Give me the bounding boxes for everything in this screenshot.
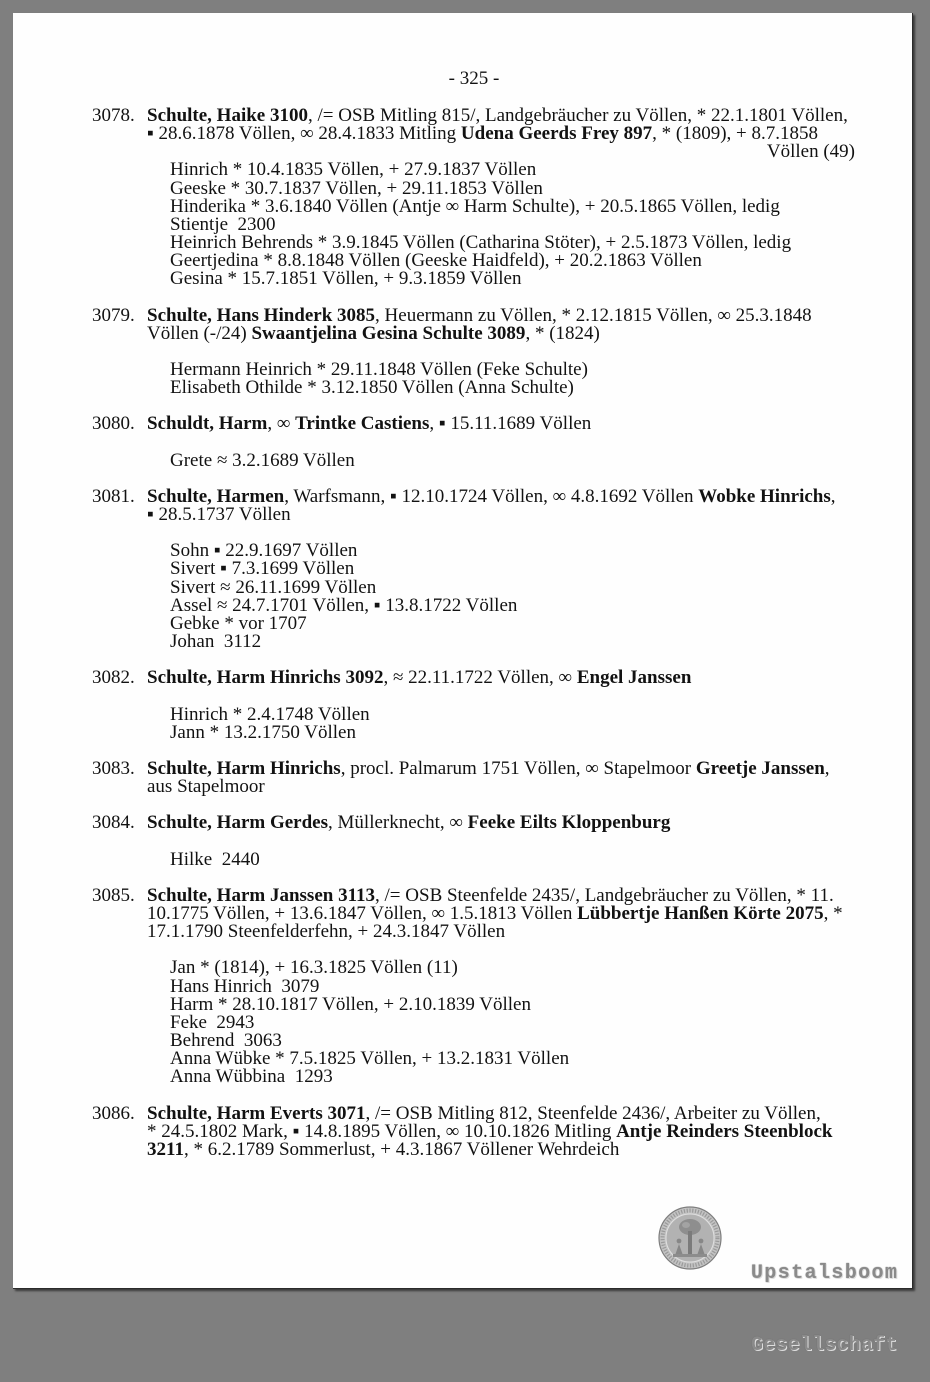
child-item: Heinrich Behrends * 3.9.1845 Völlen (Catharina Stöter), + 2.5.1873 Völlen, ledig — [170, 231, 792, 253]
entry-details: , Heuermann zu Völlen, * 2.12.1815 Völlen, ∞ 25.3.1848 — [375, 304, 812, 326]
entry-heading — [147, 669, 855, 687]
entry-details: 17.1.1790 Steenfelderfehn, + 24.3.1847 Völlen — [147, 921, 506, 943]
person-name: Lübbertje Hanßen Körte 2075 — [577, 903, 824, 924]
page-number: - 325 - — [448, 68, 500, 89]
entry — [92, 304, 855, 399]
heading-line — [147, 778, 855, 796]
entry-details: , ∞ — [267, 413, 296, 435]
heading-line — [147, 923, 855, 941]
entry-heading — [147, 814, 855, 832]
person-name: Feeke Eilts Kloppenburg — [467, 812, 671, 834]
heading-line — [147, 415, 855, 433]
child-item: Jan * (1814), + 16.3.1825 Völlen (11) — [170, 957, 458, 979]
child-item: Feke 2943 — [170, 1011, 255, 1033]
entry-number: 3082. — [92, 667, 135, 689]
child-item: Harm * 28.10.1817 Völlen, + 2.10.1839 Völlen — [170, 993, 531, 1015]
entry-heading — [147, 1102, 855, 1160]
heading-line — [147, 322, 855, 344]
entry-number: 3079. — [92, 304, 135, 326]
person-name: Schulte, Harm Gerdes — [147, 812, 329, 834]
child-item: Hans Hinrich 3079 — [170, 975, 320, 997]
entry-details: aus Stapelmoor — [147, 776, 265, 798]
person-name: Schuldt, Harm — [147, 413, 268, 435]
entry — [92, 884, 855, 1088]
entry-details: ▪ 28.6.1878 Völlen, ∞ 28.4.1833 Mitling — [147, 123, 461, 145]
person-name: Schulte, Harmen — [147, 485, 285, 507]
children-list — [170, 358, 855, 399]
child-item: Stientje 2300 — [170, 213, 276, 235]
society-name-line-1: Upstalsboom — [751, 1262, 899, 1285]
child-item: Hinderika * 3.6.1840 Völlen (Antje ∞ Harm Schulte), + 20.5.1865 Völlen, ledig — [170, 195, 780, 217]
heading-line — [147, 125, 855, 143]
entry-number: 3085. — [92, 884, 135, 906]
child-item: Gebke * vor 1707 — [170, 612, 307, 634]
heading-line — [147, 669, 855, 687]
children-list — [170, 542, 855, 651]
person-name: Engel Janssen — [576, 667, 692, 689]
child-item: Johan 3112 — [170, 630, 262, 652]
entry-body — [147, 814, 855, 868]
child-item: Hilke 2440 — [170, 848, 260, 870]
person-name: Schulte, Haike 3100 — [147, 105, 308, 126]
genealogy-entries — [92, 107, 855, 1159]
entry-body — [147, 757, 855, 798]
entry-details: , /= OSB Mitling 815/, Landgebräucher zu Völlen, * 22.1.1801 Völlen, — [307, 105, 848, 126]
child-item: Geertjedina * 8.8.1848 Völlen (Geeske Haidfeld), + 20.2.1863 Völlen — [170, 250, 702, 272]
child-item: Grete ≈ 3.2.1689 Völlen — [170, 449, 355, 471]
entry — [92, 757, 855, 798]
heading-line — [147, 1138, 855, 1160]
entry-body — [147, 304, 855, 399]
children-list — [170, 161, 855, 288]
person-name: Schulte, Hans Hinderk 3085 — [147, 304, 376, 326]
entry — [92, 1102, 855, 1160]
entry — [92, 107, 855, 288]
children-list — [170, 449, 855, 471]
entry-number: 3081. — [92, 485, 135, 507]
child-item: Geeske * 30.7.1837 Völlen, + 29.11.1853 Völlen — [170, 177, 543, 199]
person-name: Schulte, Harm Hinrichs 3092 — [147, 667, 384, 689]
entry-details: ▪ 28.5.1737 Völlen — [147, 504, 291, 526]
entry-body — [147, 884, 855, 1088]
entry-number: 3084. — [92, 812, 135, 834]
person-name: Wobke Hinrichs — [698, 485, 831, 507]
person-name: Swaantjelina Gesina Schulte 3089 — [251, 322, 526, 344]
child-item: Anna Wübbina 1293 — [170, 1066, 333, 1088]
entry-details: , procl. Palmarum 1751 Völlen, ∞ Stapelmoor — [340, 757, 696, 779]
person-name: Schulte, Harm Janssen 3113 — [147, 884, 376, 906]
entry-details: , — [830, 485, 836, 507]
entry-heading — [147, 884, 855, 943]
child-item: Hinrich * 10.4.1835 Völlen, + 27.9.1837 Völlen — [170, 159, 537, 181]
entry-details: Völlen (-/24) — [147, 322, 252, 344]
entry-details: , * (1824) — [525, 322, 600, 344]
entry-number: 3083. — [92, 757, 135, 779]
entry-body — [147, 415, 855, 469]
entry-details: , ▪ 15.11.1689 Völlen — [429, 413, 592, 435]
entry-body — [147, 107, 855, 288]
children-list — [170, 848, 855, 870]
society-name-line-2: Gesellschaft — [751, 1334, 898, 1357]
children-list — [170, 703, 855, 743]
person-name: 3211 — [147, 1138, 184, 1160]
society-name — [751, 1214, 898, 1382]
entry-details: * 24.5.1802 Mark, ▪ 14.8.1895 Völlen, ∞ 10.10.1826 Mitling — [147, 1120, 617, 1142]
entry-details: , Müllerknecht, ∞ — [328, 812, 468, 834]
entry-details: Völlen (49) — [766, 141, 855, 163]
entry-heading — [147, 757, 855, 798]
entry-number: 3080. — [92, 413, 135, 435]
person-name: Schulte, Harm Everts 3071 — [147, 1102, 366, 1124]
child-item: Assel ≈ 24.7.1701 Völlen, ▪ 13.8.1722 Völlen — [170, 594, 518, 616]
entry-details: , * 6.2.1789 Sommerlust, + 4.3.1867 Völlener Wehrdeich — [183, 1138, 620, 1160]
child-item: Hermann Heinrich * 29.11.1848 Völlen (Feke Schulte) — [170, 358, 588, 380]
upstalsboom-seal-icon — [658, 1206, 722, 1270]
entry-details: , ≈ 22.11.1722 Völlen, ∞ — [383, 667, 577, 689]
entry-number: 3078. — [92, 105, 135, 126]
entry-heading — [147, 304, 855, 344]
person-name: Schulte, Harm Hinrichs — [147, 757, 341, 779]
children-list — [170, 959, 855, 1086]
entry-body — [147, 669, 855, 742]
entry-body — [147, 1102, 855, 1160]
child-item: Anna Wübke * 7.5.1825 Völlen, + 13.2.1831 Völlen — [170, 1048, 570, 1070]
entry-details: , * (1809), + 8.7.1858 — [652, 123, 819, 145]
child-item: Sivert ▪ 7.3.1699 Völlen — [170, 558, 355, 580]
person-name: Greetje Janssen — [695, 757, 825, 779]
entry — [92, 415, 855, 469]
entry — [92, 814, 855, 868]
child-item: Elisabeth Othilde * 3.12.1850 Völlen (Anna Schulte) — [170, 377, 574, 399]
child-item: Hinrich * 2.4.1748 Völlen — [170, 703, 370, 725]
heading-line — [147, 506, 855, 524]
entry — [92, 669, 855, 742]
entry — [92, 485, 855, 652]
entry-body — [147, 485, 855, 652]
entry-details: , * — [823, 903, 843, 924]
entry-details: , Warfsmann, ▪ 12.10.1724 Völlen, ∞ 4.8.1692 Völlen — [284, 485, 699, 507]
entry-details: 10.1775 Völlen, + 13.6.1847 Völlen, ∞ 1.5.1813 Völlen — [147, 903, 578, 924]
entry-number: 3086. — [92, 1102, 135, 1124]
child-item: Sohn ▪ 22.9.1697 Völlen — [170, 540, 358, 562]
entry-heading — [147, 107, 855, 161]
entry-details: , /= OSB Steenfelde 2435/, Landgebräucher zu Völlen, * 11. — [375, 884, 834, 906]
heading-line — [147, 814, 855, 832]
entry-details: , /= OSB Mitling 812, Steenfelde 2436/, Arbeiter zu Völlen, — [365, 1102, 821, 1124]
child-item: Behrend 3063 — [170, 1029, 282, 1051]
entry-heading — [147, 485, 855, 526]
person-name: Udena Geerds Frey 897 — [460, 123, 653, 145]
child-item: Gesina * 15.7.1851 Völlen, + 9.3.1859 Völlen — [170, 268, 522, 290]
child-item: Jann * 13.2.1750 Völlen — [170, 721, 356, 743]
child-item: Sivert ≈ 26.11.1699 Völlen — [170, 576, 377, 598]
entry-details: , — [824, 757, 830, 779]
entry-heading — [147, 415, 855, 433]
person-name: Trintke Castiens — [295, 413, 430, 435]
person-name: Antje Reinders Steenblock — [616, 1120, 833, 1142]
